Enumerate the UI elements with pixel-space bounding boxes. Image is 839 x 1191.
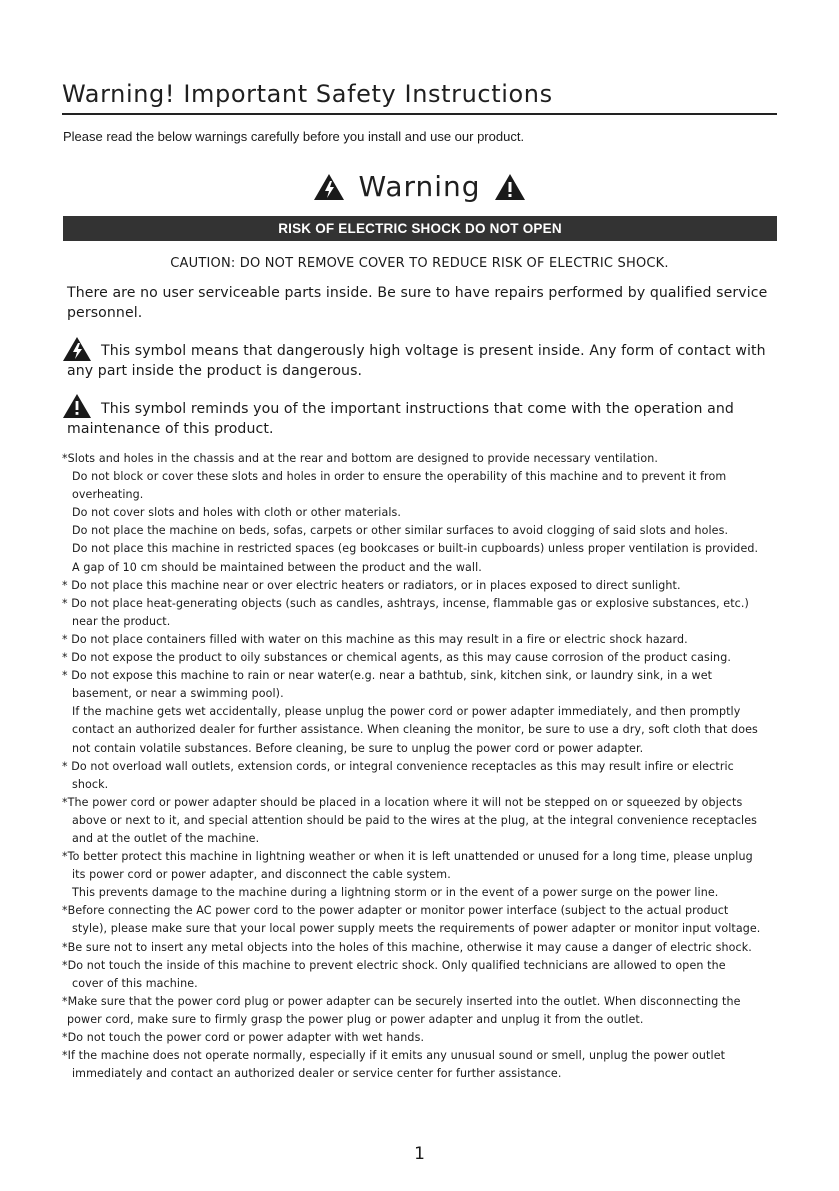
list-line: *Do not touch the inside of this machine to prevent electric shock. Only qualified technicians are allowed to open the	[62, 958, 726, 972]
list-line: Do not place this machine in restricted spaces (eg bookcases or built-in cupboards) unless proper ventilation is provided.	[72, 542, 759, 556]
warning-heading-text: Warning	[358, 170, 481, 203]
risk-banner: RISK OF ELECTRIC SHOCK DO NOT OPEN	[63, 216, 777, 241]
list-line: * Do not expose this machine to rain or near water(e.g. near a bathtub, sink, kitchen sink, or laundry sink, in a wet	[62, 669, 713, 683]
list-line: and at the outlet of the machine.	[72, 831, 260, 845]
voltage-symbol-paragraph: This symbol means that dangerously high voltage is present inside. Any form of contact with any part inside the product is dangerous.	[67, 343, 766, 379]
list-line: style), please make sure that your local power supply meets the requirements of power adapter or monitor input voltage.	[72, 922, 761, 936]
list-line: *Before connecting the AC power cord to the power adapter or monitor power interface (subject to the actual product	[62, 904, 729, 918]
list-line: *Do not touch the power cord or power adapter with wet hands.	[62, 1031, 425, 1044]
list-line: Do not place the machine on beds, sofas, carpets or other similar surfaces to avoid clogging of said slots and holes.	[72, 524, 729, 538]
list-line: * Do not place this machine near or over electric heaters or radiators, or in places exposed to direct sunlight.	[62, 578, 681, 592]
high-voltage-warning-icon	[312, 172, 346, 202]
list-line: * Do not expose the product to oily substances or chemical agents, as this may cause corrosion of the product casing.	[62, 651, 731, 665]
list-line: not contain volatile substances. Before cleaning, be sure to unplug the power cord or power adapter.	[72, 741, 644, 755]
list-line: *The power cord or power adapter should be placed in a location where it will not be stepped on or squeezed by objects	[62, 795, 743, 809]
list-line: overheating.	[72, 488, 144, 502]
list-line: *Be sure not to insert any metal objects into the holes of this machine, otherwise it may cause a danger of electric shock.	[62, 940, 752, 954]
list-line: This prevents damage to the machine during a lightning storm or in the event of a power surge on the power line.	[72, 886, 719, 900]
list-line: above or next to it, and special attention should be paid to the wires at the plug, at the integral convenience receptacles	[72, 813, 758, 827]
list-line: its power cord or power adapter, and disconnect the cable system.	[72, 868, 451, 882]
list-line: contact an authorized dealer for further assistance. When cleaning the monitor, be sure to use a dry, soft cloth that does	[72, 723, 758, 737]
list-line: *Make sure that the power cord plug or power adapter can be securely inserted into the outlet. When disconnecting the	[62, 994, 741, 1008]
page-number: 1	[414, 1144, 425, 1164]
list-line: *If the machine does not operate normally, especially if it emits any unusual sound or smell, unplug the power outlet	[62, 1049, 726, 1063]
list-line: power cord, make sure to firmly grasp the power plug or power adapter and unplug it from the outlet.	[67, 1012, 644, 1026]
list-line: A gap of 10 cm should be maintained between the product and the wall.	[72, 560, 482, 574]
list-line: *Slots and holes in the chassis and at the rear and bottom are designed to provide necessary ventilation.	[62, 452, 658, 465]
list-line: If the machine gets wet accidentally, please unplug the power cord or power adapter immediately, and then promptly	[72, 705, 741, 719]
list-line: *To better protect this machine in lightning weather or when it is left unattended or unused for a long time, please unplug	[62, 850, 753, 864]
page-title: Warning! Important Safety Instructions	[62, 80, 553, 108]
list-line: * Do not place heat-generating objects (such as candles, ashtrays, incense, flammable gas or explosive substances, etc.)	[62, 596, 749, 610]
list-line: * Do not overload wall outlets, extension cords, or integral convenience receptacles as this may result infire or electric	[62, 759, 734, 773]
safety-instructions-list	[62, 450, 782, 1083]
list-line: shock.	[72, 777, 109, 791]
list-line: near the product.	[72, 614, 171, 628]
list-line: immediately and contact an authorized dealer or service center for further assistance.	[72, 1067, 562, 1081]
exclamation-warning-icon	[493, 172, 527, 202]
instruction-symbol-paragraph: This symbol reminds you of the important instructions that come with the operation and maintenance of this product.	[67, 401, 734, 437]
list-line: basement, or near a swimming pool).	[72, 687, 284, 701]
warning-heading	[0, 170, 839, 203]
list-line: cover of this machine.	[72, 976, 198, 990]
list-line: Do not cover slots and holes with cloth or other materials.	[72, 506, 402, 520]
list-line: Do not block or cover these slots and holes in order to ensure the operability of this machine and to prevent it from	[72, 470, 727, 484]
title-underline	[62, 113, 777, 115]
list-line: * Do not place containers filled with water on this machine as this may result in a fire or electric shock hazard.	[62, 632, 688, 646]
service-paragraph: There are no user serviceable parts inside. Be sure to have repairs performed by qualified service personnel.	[67, 285, 768, 321]
intro-text: Please read the below warnings carefully before you install and use our product.	[63, 129, 525, 144]
caution-text: CAUTION: DO NOT REMOVE COVER TO REDUCE RISK OF ELECTRIC SHOCK.	[170, 256, 669, 271]
